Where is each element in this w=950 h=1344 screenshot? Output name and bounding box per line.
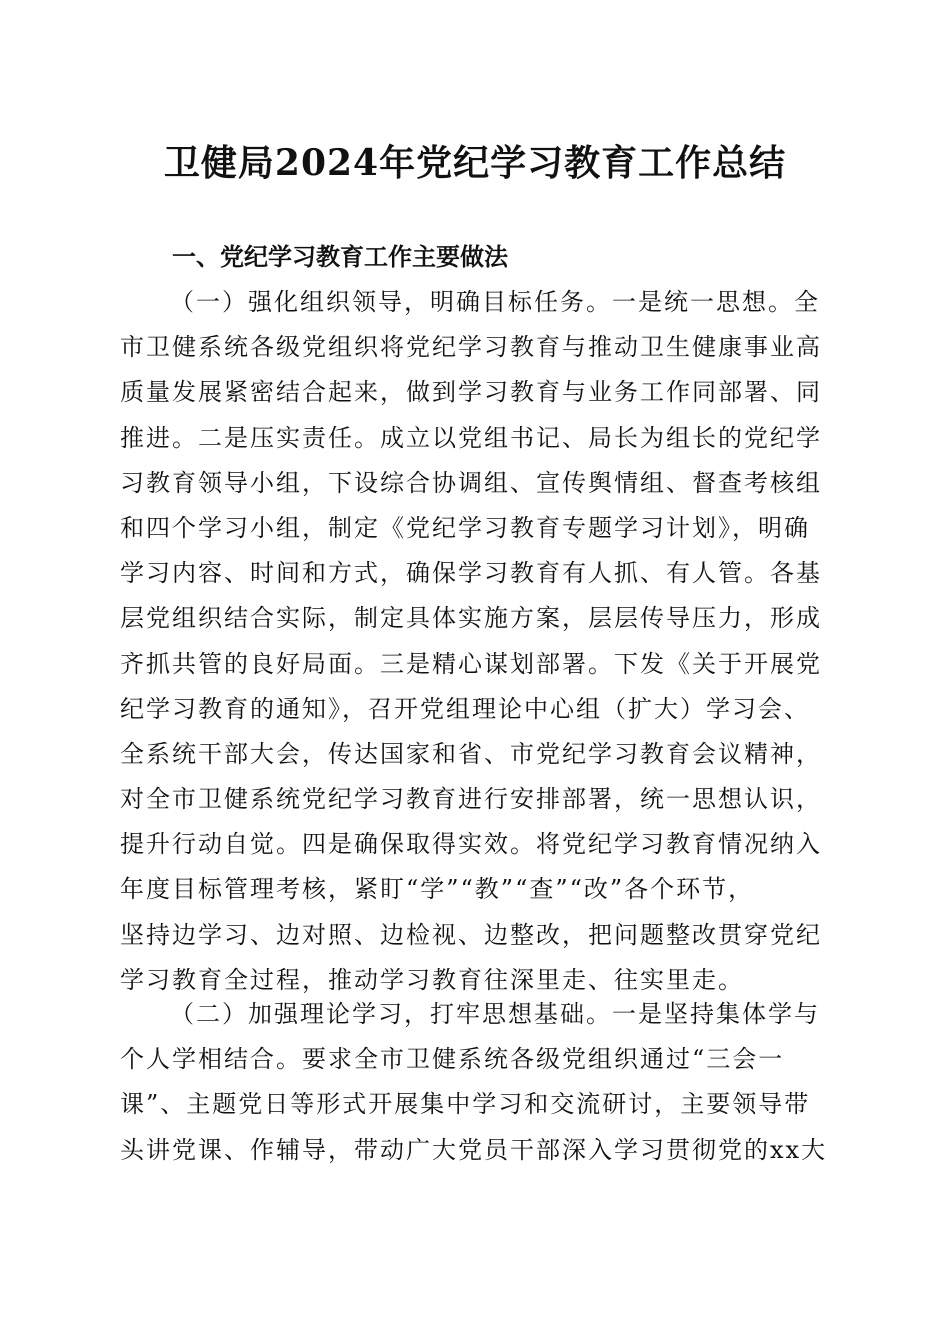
paragraph-line: 坚持边学习、边对照、边检视、边整改，把问题整改贯穿党纪 xyxy=(120,920,822,949)
paragraph-1 xyxy=(120,280,830,1003)
paragraph-line: 个人学相结合。要求全市卫健系统各级党组织通过“三会一 xyxy=(120,1045,785,1074)
paragraph-line: （一）强化组织领导，明确目标任务。一是统一思想。全 xyxy=(170,288,820,316)
paragraph-line: 学习内容、时间和方式，确保学习教育有人抓、有人管。各基 xyxy=(120,559,822,588)
paragraph-line: （二）加强理论学习，打牢思想基础。一是坚持集体学与 xyxy=(170,1000,820,1028)
paragraph-line: 纪学习教育的通知》，召开党组理论中心组（扩大）学习会、 xyxy=(120,694,810,723)
paragraph-line: 全系统干部大会，传达国家和省、市党纪学习教育会议精神， xyxy=(120,739,822,768)
document-title: 卫健局2024年党纪学习教育工作总结 xyxy=(163,142,787,184)
paragraph-line: 头讲党课、作辅导，带动广大党员干部深入学习贯彻党的xx大 xyxy=(120,1135,828,1164)
paragraph-line: 习教育领导小组，下设综合协调组、宣传舆情组、督查考核组 xyxy=(120,468,822,497)
paragraph-line: 对全市卫健系统党纪学习教育进行安排部署，统一思想认识， xyxy=(120,785,822,814)
paragraph-line: 齐抓共管的良好局面。三是精心谋划部署。下发《关于开展党 xyxy=(120,649,822,678)
section-heading: 一、党纪学习教育工作主要做法 xyxy=(172,243,508,271)
paragraph-line: 年度目标管理考核，紧盯“学”“教”“查”“改”各个环节， xyxy=(120,875,755,904)
paragraph-line: 推进。二是压实责任。成立以党组书记、局长为组长的党纪学 xyxy=(120,423,822,452)
paragraph-line: 学习教育全过程，推动学习教育往深里走、往实里走。 xyxy=(120,965,744,994)
paragraph-line: 提升行动自觉。四是确保取得实效。将党纪学习教育情况纳入 xyxy=(120,830,822,859)
paragraph-line: 和四个学习小组，制定《党纪学习教育专题学习计划》，明确 xyxy=(120,513,810,542)
paragraph-line: 市卫健系统各级党组织将党纪学习教育与推动卫生健康事业高 xyxy=(120,333,822,362)
paragraph-line: 质量发展紧密结合起来，做到学习教育与业务工作同部署、同 xyxy=(120,378,822,407)
paragraph-line: 课”、主题党日等形式开展集中学习和交流研讨，主要领导带 xyxy=(120,1090,811,1119)
paragraph-2 xyxy=(120,992,830,1173)
paragraph-line: 层党组织结合实际，制定具体实施方案，层层传导压力，形成 xyxy=(120,604,822,633)
